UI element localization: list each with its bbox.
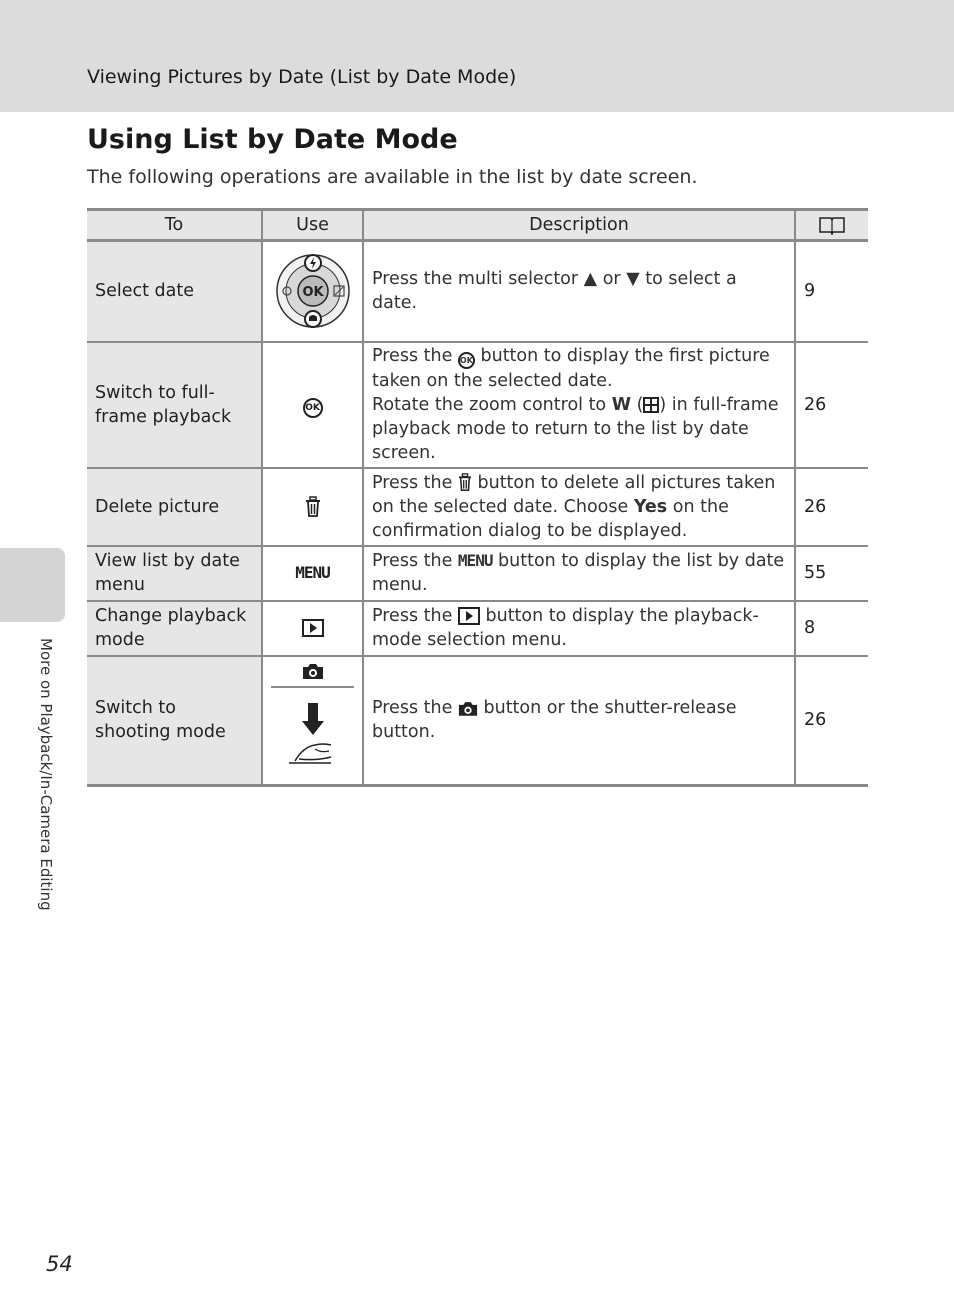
- row-page-ref: 26: [795, 342, 868, 468]
- intro-text: The following operations are available in the list by date screen.: [87, 166, 698, 188]
- use-cell: [262, 468, 363, 546]
- table-header-row: [87, 210, 868, 241]
- up-arrow-icon: ▲: [583, 269, 598, 290]
- use-cell: [262, 241, 363, 342]
- playback-button-icon: [458, 607, 480, 625]
- row-description: Press the multi selector ▲ or ▼ to select a date.: [363, 241, 795, 342]
- ok-button-icon: OK: [458, 352, 475, 369]
- row-description: Press the OK button to display the first picture taken on the selected date. Rotate the zoom control to W ( ) in full-frame playback mode to return to the list by date screen.: [363, 342, 795, 468]
- row-description: Press the button to display the playback-mode selection menu.: [363, 601, 795, 656]
- header-band: [0, 0, 954, 112]
- table-row: [87, 468, 868, 546]
- down-arrow-icon: ▼: [626, 269, 640, 290]
- chapter-tab: [0, 548, 65, 622]
- row-action: Change playback mode: [87, 601, 262, 656]
- use-cell: [262, 601, 363, 656]
- menu-button-icon: MENU: [457, 551, 493, 570]
- use-cell: [262, 656, 363, 786]
- use-cell: [262, 546, 363, 601]
- row-page-ref: 8: [795, 601, 868, 656]
- row-description: Press the button or the shutter-release button.: [363, 656, 795, 786]
- row-action: Switch to full-frame playback: [87, 342, 262, 468]
- header-description: Description: [363, 210, 795, 241]
- header-to: To: [87, 210, 262, 241]
- row-action: View list by date menu: [87, 546, 262, 601]
- svg-text:OK: OK: [301, 285, 324, 301]
- row-page-ref: 9: [795, 241, 868, 342]
- row-page-ref: 26: [795, 656, 868, 786]
- row-page-ref: 55: [795, 546, 868, 601]
- row-description: Press the MENU button to display the list by date menu.: [363, 546, 795, 601]
- use-cell: [262, 342, 363, 468]
- menu-button-icon: MENU: [295, 563, 330, 582]
- row-action: Switch to shooting mode: [87, 656, 262, 786]
- table-row: [87, 656, 868, 786]
- header-reference: [795, 210, 868, 241]
- chapter-label: More on Playback/In-Camera Editing: [37, 638, 55, 911]
- shutter-release-icon: [285, 701, 341, 771]
- playback-button-icon: [302, 619, 324, 637]
- row-page-ref: 26: [795, 468, 868, 546]
- book-icon: [818, 215, 846, 235]
- row-description: Press the button to delete all pictures taken on the selected date. Choose Yes on the confirmation dialog to be displayed.: [363, 468, 795, 546]
- camera-icon: [458, 700, 478, 717]
- camera-icon: [302, 662, 324, 680]
- trash-icon: [305, 496, 321, 518]
- row-action: Select date: [87, 241, 262, 342]
- ok-button-icon: OK: [303, 398, 323, 418]
- running-header: Viewing Pictures by Date (List by Date Mode): [87, 66, 517, 88]
- page-title: Using List by Date Mode: [87, 124, 458, 155]
- table-row: [87, 342, 868, 468]
- trash-icon: [458, 473, 472, 492]
- table-row: [87, 546, 868, 601]
- thumbnail-icon: [643, 397, 659, 413]
- multi-selector-icon: [275, 251, 351, 331]
- operations-table: [87, 208, 868, 787]
- table-row: [87, 241, 868, 342]
- header-use: Use: [262, 210, 363, 241]
- table-row: [87, 601, 868, 656]
- row-action: Delete picture: [87, 468, 262, 546]
- page-number: 54: [46, 1252, 73, 1276]
